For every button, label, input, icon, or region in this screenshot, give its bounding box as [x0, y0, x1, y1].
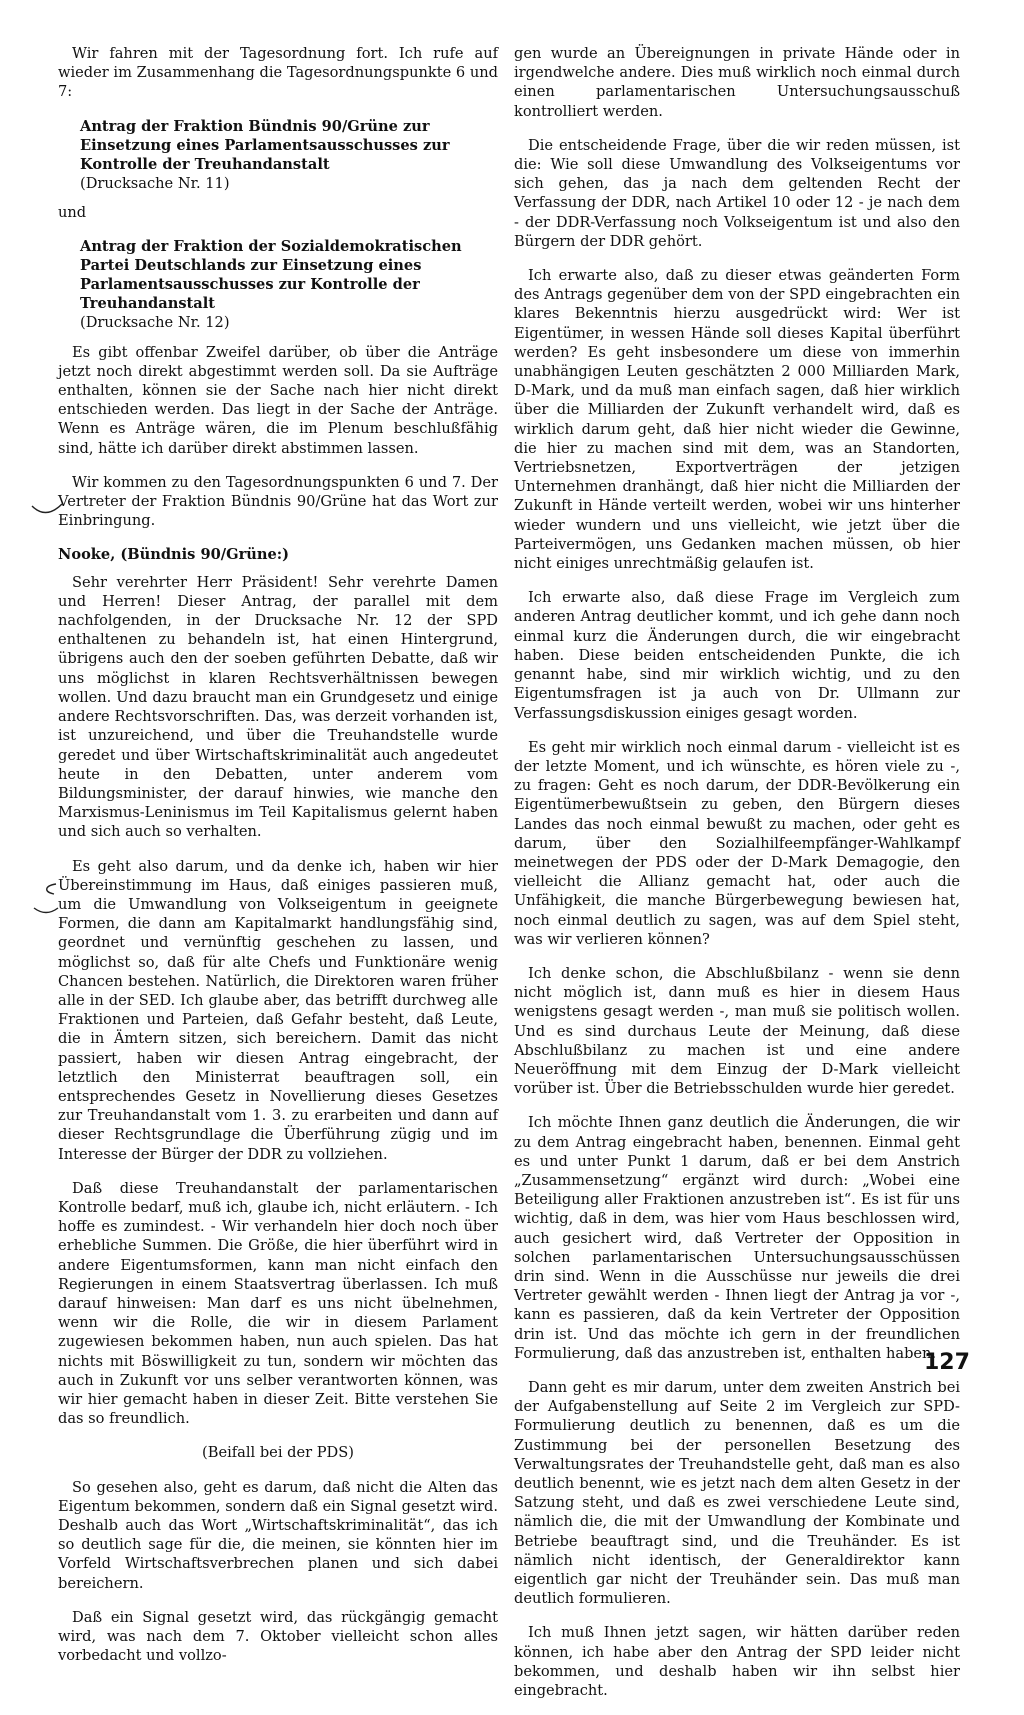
margin-bracket-mark-icon: [32, 882, 60, 918]
paragraph: Wir fahren mit der Tagesordnung fort. Ich rufe auf wieder im Zusammenhang die Tagesordnungspunkte 6 und 7:: [58, 45, 498, 101]
motion-title: Antrag der Fraktion Bündnis 90/Grüne zur Einsetzung eines Parlamentsausschusses zur Kontrolle der Treuhandanstalt: [80, 117, 450, 174]
left-column: [58, 44, 498, 1680]
paragraph: Ich möchte Ihnen ganz deutlich die Änderungen, die wir zu dem Antrag eingebracht haben, benennen. Einmal geht es und unter Punkt 1 darum, daß er bei dem Anstrich „Zusammensetzung“ ergänzt wird durch: „Wobei eine Beteiligung aller Fraktionen anzustreben ist“. Es ist für uns wichtig, daß in dem, was hier vom Haus beschlossen wird, auch gesichert wird, daß Vertreter der Opposition in solchen parlamentarischen Untersuchungsausschüssen drin sind. Wenn in die Ausschüsse nur jeweils die drei Vertreter gewählt werden - Ihnen liegt der Antrag ja vor -, kann es passieren, daß da kein Vertreter der Opposition drin ist. Und das möchte ich gern in der freundlichen Formulierung, daß das anzustreben ist, enthalten haben.: [514, 1114, 960, 1362]
motion-block: [80, 117, 498, 194]
paragraph: Die entscheidende Frage, über die wir reden müssen, ist die: Wie soll diese Umwandlung des Volkseigentums vor sich gehen, das ja nach dem geltenden Recht der Verfassung der DDR, nach Artikel 10 oder 12 - je nach dem - der DDR-Verfassung noch Volkseigentum ist und also den Bürgern der DDR gehört.: [514, 136, 960, 250]
paragraph: Es geht also darum, und da denke ich, haben wir hier Übereinstimmung im Haus, daß einiges passieren muß, um die Umwandlung von Volkseigentum in geeignete Formen, die dann am Kapitalmarkt handlungsfähig sind, geordnet und vernünftig geschehen zu lassen, und möglichst so, daß für alte Chefs und Funktionäre wenig Chancen bestehen. Natürlich, die Direktoren waren früher alle in der SED. Ich glaube aber, das betrifft durchweg alle Fraktionen und Parteien, daß Gefahr besteht, daß Leute, die in Ämtern sitzen, sich bereichern. Damit das nicht passiert, haben wir diesen Antrag eingebracht, der letztlich den Ministerrat beauftragen soll, ein entsprechendes Gesetz in Novellierung dieses Gesetzes zur Treuhandanstalt vom 1. 3. zu erarbeiten und dann auf dieser Rechtsgrundlage die Überführung zügig und im Interesse der Bürger der DDR zu vollziehen.: [58, 857, 498, 1163]
paragraph: Wir kommen zu den Tagesordnungspunkten 6 und 7. Der Vertreter der Fraktion Bündnis 90/Grüne hat das Wort zur Einbringung.: [58, 473, 498, 530]
paragraph: Es geht mir wirklich noch einmal darum - vielleicht ist es der letzte Moment, und ich wünschte, es hören viele zu -, zu fragen: Geht es noch darum, der DDR-Bevölkerung ein Eigentümerbewußtsein zu geben, den Bürgern dieses Landes das noch einmal bewußt zu machen, oder geht es darum, über den Sozialhilfeempfänger-Wahlkampf meinetwegen der PDS oder der D-Mark Demagogie, den vielleicht die Allianz gemacht hat, oder auch die Unfähigkeit, die manche Bürgerbewegung bewiesen hat, noch einmal deutlich zu sagen, was auf dem Spiel steht, was wir verlieren können?: [514, 738, 960, 948]
motion-block: [80, 237, 498, 333]
paragraph: Dann geht es mir darum, unter dem zweiten Anstrich bei der Aufgabenstellung auf Seite 2 im Vergleich zur SPD-Formulierung deutlich zu benennen, daß es um die Zustimmung bei der personellen Besetzung des Verwaltungsrates der Treuhandstelle geht, daß man es also deutlich benennt, wie es jetzt nach dem alten Gesetz in der Satzung steht, und daß es zwei verschiedene Leute sind, nämlich die, die mit der Umwandlung der Kombinate und Betriebe beauftragt sind, und die Treuhänder. Es ist nämlich nicht identisch, der Generaldirektor kann eigentlich gar nicht der Treuhänder sein. Das muß man deutlich formulieren.: [514, 1379, 960, 1608]
paragraph: Es gibt offenbar Zweifel darüber, ob über die Anträge jetzt noch direkt abgestimmt werden soll. Da sie Aufträge enthalten, können sie der Sache nach hier nicht direkt entschieden werden. Das liegt in der Sache der Anträge. Wenn es Anträge wären, die im Plenum beschlußfähig sind, hätte ich darüber direkt abstimmen lassen.: [58, 343, 498, 457]
motion-title: Antrag der Fraktion der Sozialdemokratischen Partei Deutschlands zur Einsetzung eines Parlamentsausschusses zur Kontrolle der Treuhandanstalt: [80, 237, 462, 313]
motion-document-ref: (Drucksache Nr. 11): [80, 175, 230, 193]
motion-document-ref: (Drucksache Nr. 12): [80, 314, 230, 332]
margin-pen-mark-icon: [30, 500, 64, 522]
paragraph: Ich denke schon, die Abschlußbilanz - wenn sie denn nicht möglich ist, dann muß es hier in diesem Haus wenigstens gesagt werden -, man muß sie politisch wollen. Und es sind durchaus Leute der Meinung, daß diese Abschlußbilanz zu machen ist und eine andere Neueröffnung mit dem Einzug der D-Mark vielleicht vorüber ist. Über die Betriebsschulden wurde hier geredet.: [514, 964, 960, 1098]
conjunction: und: [58, 204, 87, 222]
paragraph: Daß diese Treuhandanstalt der parlamentarischen Kontrolle bedarf, muß ich, glaube ich, nicht erläutern. - Ich hoffe es zumindest. - Wir verhandeln hier doch noch über erhebliche Summen. Die Größe, die hier überführt wird in andere Eigentumsformen, kann man nicht einfach den Regierungen in einem Staatsvertrag überlassen. Ich muß darauf hinweisen: Man darf es uns nicht übelnehmen, wenn wir die Rolle, die wir in diesem Parlament zugewiesen bekommen haben, nun auch spielen. Das hat nichts mit Böswilligkeit zu tun, sondern wir möchten das auch in Zukunft vor uns selber verantworten können, was wir hier gemacht haben in dieser Zeit. Bitte verstehen Sie das so freundlich.: [58, 1179, 498, 1428]
paragraph: gen wurde an Übereignungen in private Hände oder in irgendwelche andere. Dies muß wirklich noch einmal durch einen parlamentarischen Untersuchungsausschuß kontrolliert werden.: [514, 45, 960, 120]
page-number: 127: [924, 1350, 970, 1375]
applause-note: (Beifall bei der PDS): [202, 1444, 354, 1462]
paragraph: Sehr verehrter Herr Präsident! Sehr verehrte Damen und Herren! Dieser Antrag, der parallel mit dem nachfolgenden, in der Drucksache Nr. 12 der SPD enthaltenen zu behandeln ist, hat einen Hintergrund, übrigens auch den der soeben geführten Debatte, daß wir uns möglichst in klaren Rechtsverhältnissen bewegen wollen. Und dazu braucht man ein Grundgesetz und einige andere Rechtsvorschriften. Das, was derzeit vorhanden ist, ist unzureichend, und über die Treuhandstelle wurde geredet und über Wirtschaftskriminalität auch angedeutet heute in den Debatten, unter anderem vom Bildungsminister, der darauf hinwies, wie manche den Marxismus-Leninismus im Teil Kapitalismus gelernt haben und sich auch so verhalten.: [58, 573, 498, 841]
speaker-heading: Nooke, (Bündnis 90/Grüne:): [58, 546, 290, 564]
paragraph: So gesehen also, geht es darum, daß nicht die Alten das Eigentum bekommen, sondern daß ein Signal gesetzt wird. Deshalb auch das Wort „Wirtschaftskriminalität“, das ich so deutlich sage für die, die meinen, sie könnten hier im Vorfeld Wirtschaftsverbrechen planen und sich dabei bereichern.: [58, 1478, 498, 1592]
paragraph: Ich erwarte also, daß diese Frage im Vergleich zum anderen Antrag deutlicher kommt, und ich gehe dann noch einmal kurz die Änderungen durch, die wir eingebracht haben. Diese beiden entscheidenden Punkte, die ich genannt habe, sind mir wirklich wichtig, und zu den Eigentumsfragen ist ja auch von Dr. Ullmann zur Verfassungsdiskussion einiges gesagt worden.: [514, 589, 960, 722]
paragraph: Ich muß Ihnen jetzt sagen, wir hätten darüber reden können, ich habe aber den Antrag der SPD leider nicht bekommen, und deshalb haben wir ihn selbst hier eingebracht.: [514, 1624, 960, 1700]
paragraph: Daß ein Signal gesetzt wird, das rückgängig gemacht wird, was nach dem 7. Oktober vielleicht schon alles vorbedacht und vollzo-: [58, 1608, 498, 1665]
right-column: [514, 44, 960, 1715]
paragraph: Ich erwarte also, daß zu dieser etwas geänderten Form des Antrags gegenüber dem von der SPD eingebrachten ein klares Bekenntnis hierzu ausgedrückt wird: Wer ist Eigentümer, in wessen Hände soll dieses Kapital überführt werden? Es geht insbesondere um diese von immerhin unabhängigen Leuten geschätzten 2 000 Milliarden Mark, D-Mark, und da muß man einfach sagen, daß hier wirklich über die Milliarden der Zukunft verhandelt wird, daß es wirklich darum geht, daß hier nicht wieder die Gewinne, die hier zu machen sind mit dem, was an Standorten, Vertriebsnetzen, Exportverträgen der jetzigen Unternehmen dranhängt, daß hier nicht die Milliarden der Zukunft in Hände verteilt werden, wobei wir uns hinterher wieder wundern und uns vielleicht, wie jetzt über die Parteivermögen, uns Gedanken machen müssen, ob hier nicht einiges unrechtmäßig gelaufen ist.: [514, 267, 960, 573]
